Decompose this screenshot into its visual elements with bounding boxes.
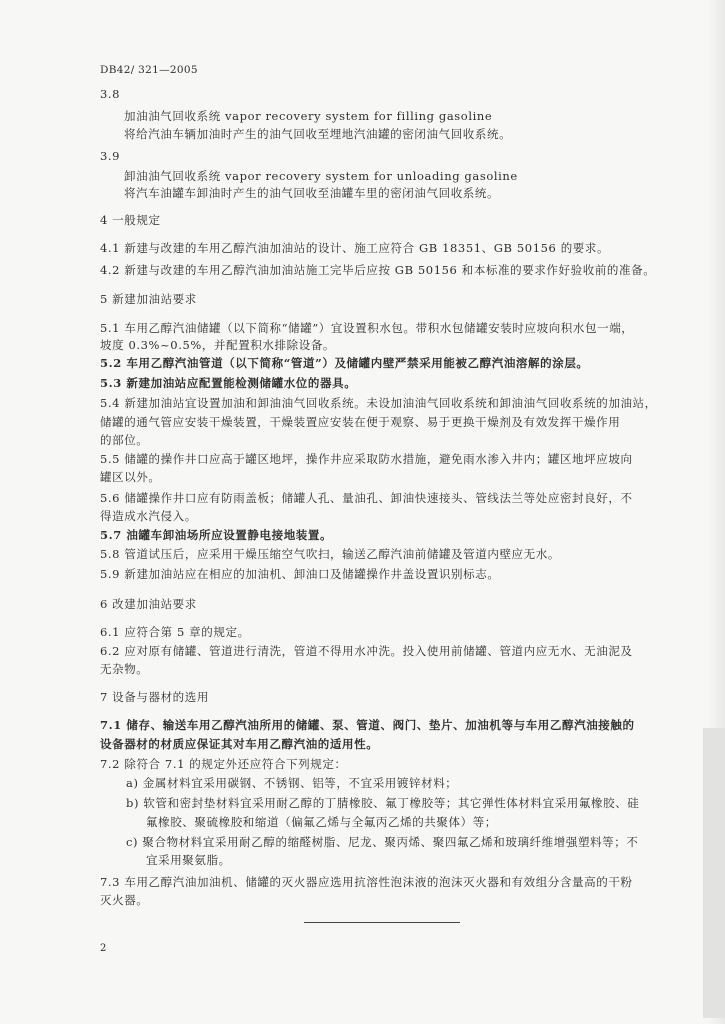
clause-text: 7.3 车用乙醇汽油加油机、储罐的灭火器应选用抗溶性泡沫液的泡沫灭火器和有效组分含量高的干粉 (100, 875, 633, 889)
section-heading: 7 设备与器材的选用 (100, 690, 209, 704)
clause-text: 6.1 应符合第 5 章的规定。 (100, 625, 250, 639)
clause-text: 5.8 管道试压后，应采用干燥压缩空气吹扫，输送乙醇汽油前储罐及管道内壁应无水。 (100, 547, 560, 561)
clause-text-bold: 7.1 储存、输送车用乙醇汽油所用的储罐、泵、管道、阀门、垫片、加油机等与车用乙醇汽油接触的 (100, 718, 635, 732)
clause-text: 储罐的通气管应安装干燥装置，干燥装置应安装在便于观察、易于更换干燥剂及有效发挥干燥作用 (100, 415, 621, 429)
clause-text: 5.5 储罐的操作井口应高于罐区地坪，操作井应采取防水措施，避免雨水渗入井内；罐区地坪应坡向 (100, 452, 633, 466)
clause-text: 罐区以外。 (100, 470, 161, 484)
clause-text-bold: 5.2 车用乙醇汽油管道（以下简称“管道”）及储罐内壁严禁采用能被乙醇汽油溶解的涂层。 (100, 356, 589, 370)
clause-number: 3.8 (100, 87, 121, 101)
term-heading: 卸油油气回收系统 vapor recovery system for unloading gasoline (124, 169, 518, 183)
doc-number: DB42/ 321—2005 (100, 64, 198, 76)
clause-number: 3.9 (100, 149, 121, 163)
end-rule (304, 922, 460, 923)
clause-text: 4.1 新建与改建的车用乙醇汽油加油站的设计、施工应符合 GB 18351、GB 50156 的要求。 (100, 241, 610, 255)
clause-text: 5.4 新建加油站宜设置加油和卸油油气回收系统。未设加油油气回收系统和卸油油气回收系统的加油站， (100, 396, 657, 410)
clause-text: 灭火器。 (100, 893, 149, 907)
list-item-continuation: 氟橡胶、聚硫橡胶和缩道（偏氟乙烯与全氟丙乙烯的共聚体）等； (146, 815, 497, 829)
clause-text: 得造成水汽侵入。 (100, 509, 197, 523)
term-definition: 将汽车油罐车卸油时产生的油气回收至油罐车里的密闭油气回收系统。 (124, 186, 500, 200)
section-heading: 4 一般规定 (100, 213, 161, 227)
section-heading: 6 改建加油站要求 (100, 597, 197, 611)
clause-text: 7.2 除符合 7.1 的规定外还应符合下列规定： (100, 757, 347, 771)
list-item: c) 聚合物材料宜采用耐乙醇的缩醛树脂、尼龙、聚丙烯、聚四氟乙烯和玻璃纤维增强塑料等；不 (126, 835, 639, 849)
clause-text: 无杂物。 (100, 662, 149, 676)
clause-text: 5.9 新建加油站应在相应的加油机、卸油口及储罐操作井盖设置识别标志。 (100, 567, 500, 581)
section-heading: 5 新建加油站要求 (100, 292, 197, 306)
clause-text: 5.6 储罐操作井口应有防雨盖板；储罐人孔、量油孔、卸油快速接头、管线法兰等处应密封良好，不 (100, 491, 633, 505)
clause-text-bold: 设备器材的材质应保证其对车用乙醇汽油的适用性。 (100, 737, 379, 751)
list-item: b) 软管和密封垫材料宜采用耐乙醇的丁腈橡胶、氟丁橡胶等；其它弹性体材料宜采用氟橡胶、硅 (126, 796, 640, 810)
clause-text: 6.2 应对原有储罐、管道进行清洗，管道不得用水冲洗。投入使用前储罐、管道内应无水、无油泥及 (100, 644, 633, 658)
term-heading: 加油油气回收系统 vapor recovery system for filling gasoline (124, 109, 493, 123)
list-item-continuation: 宜采用聚氨脂。 (146, 853, 231, 867)
scan-edge-block (703, 728, 725, 1018)
clause-text: 的部位。 (100, 433, 149, 447)
clause-text-bold: 5.7 油罐车卸油场所应设置静电接地装置。 (100, 528, 333, 542)
term-definition: 将给汽油车辆加油时产生的油气回收至埋地汽油罐的密闭油气回收系统。 (124, 127, 512, 141)
clause-text-bold: 5.3 新建加油站应配置能检测储罐水位的器具。 (100, 376, 357, 390)
page-number: 2 (100, 943, 107, 954)
clause-text: 4.2 新建与改建的车用乙醇汽油加油站施工完毕后应按 GB 50156 和本标准的要求作好验收前的准备。 (100, 263, 656, 277)
clause-text: 5.1 车用乙醇汽油储罐（以下简称“储罐”）宜设置积水包。带积水包储罐安装时应坡向积水包一端， (100, 321, 634, 335)
list-item: a) 金属材料宜采用碳钢、不锈钢、铝等，不宜采用镀锌材料； (126, 776, 458, 790)
clause-text: 坡度 0.3%~0.5%，并配置积水排除设备。 (100, 338, 336, 352)
